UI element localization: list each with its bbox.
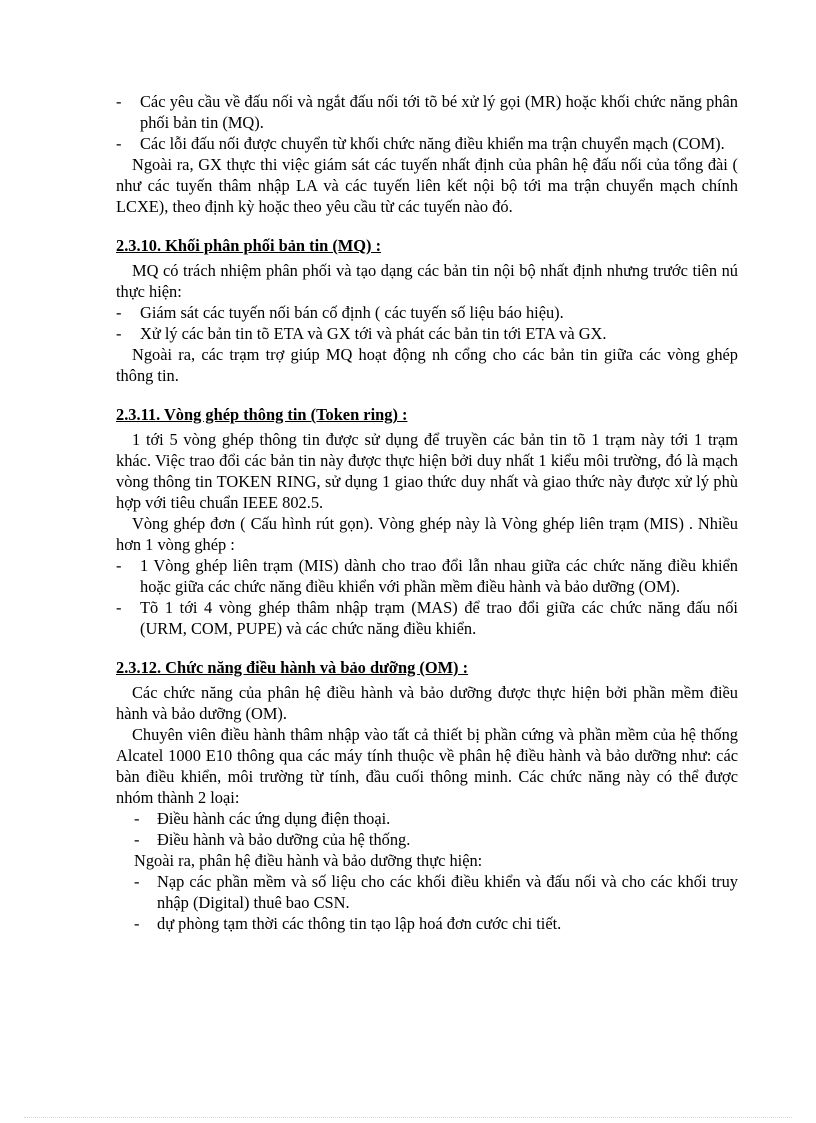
bullet-dash: -: [116, 598, 122, 617]
bullet-dash: -: [134, 809, 140, 828]
paragraph: 1 tới 5 vòng ghép thông tin được sử dụng để truyền các bản tin tõ 1 trạm này tới 1 trạm khác. Việc trao đổi các bản tin này được thực hiện bởi duy nhất 1 kiểu môi trường, đó là mạch vòng thông tin TOKEN RING, sử dụng 1 giao thức duy nhất và giao thức này được xử lý phù hợp với tiêu chuẩn IEEE 802.5.: [116, 430, 738, 512]
list-item-text: Các lỗi đấu nối được chuyển từ khối chức năng điều khiển ma trận chuyển mạch (COM).: [140, 134, 725, 153]
bullet-dash: -: [134, 914, 140, 933]
list-item-text: dự phòng tạm thời các thông tin tạo lập hoá đơn cước chi tiết.: [157, 914, 562, 933]
paragraph: Ngoài ra, phân hệ điều hành và bảo dưỡng thực hiện:: [134, 851, 483, 870]
list-item: [116, 829, 738, 850]
page-bottom-divider: [24, 1117, 792, 1118]
bullet-dash: -: [116, 324, 122, 343]
list-item: [116, 597, 738, 639]
page-content: [116, 91, 738, 934]
list-item-text: Điều hành và bảo dưỡng của hệ thống.: [157, 830, 411, 849]
paragraph: MQ có trách nhiệm phân phối và tạo dạng các bản tin nội bộ nhất định nhưng trước tiên nú thực hiện:: [116, 261, 738, 301]
list-item: [116, 302, 738, 323]
list-item: [116, 808, 738, 829]
list-item: [116, 91, 738, 133]
list-item: [116, 555, 738, 597]
list-item-text: Các yêu cầu về đấu nối và ngắt đấu nối tới tõ bé xử lý gọi (MR) hoặc khối chức năng phân phối bản tin (MQ).: [140, 92, 738, 132]
list-item: [116, 913, 738, 934]
bullet-dash: -: [116, 556, 122, 575]
section-heading: 2.3.11. Vòng ghép thông tin (Token ring) :: [116, 405, 408, 424]
bullet-dash: -: [116, 92, 122, 111]
bullet-dash: -: [116, 303, 122, 322]
paragraph: Các chức năng của phân hệ điều hành và bảo dưỡng được thực hiện bởi phần mềm điều hành và bảo dưỡng (OM).: [116, 683, 738, 723]
list-item-text: 1 Vòng ghép liên trạm (MIS) dành cho trao đổi lẫn nhau giữa các chức năng điều khiển hoặc giữa các chức năng điều khiển với phần mềm điều hành và bảo dưỡng (OM).: [140, 556, 738, 596]
paragraph: Ngoài ra, GX thực thi việc giám sát các tuyến nhất định của phân hệ đấu nối của tổng đài ( như các tuyến thâm nhập LA và các tuyến liên kết nội bộ tới ma trận chuyển mạch chính LCXE), theo định kỳ hoặc theo yêu cầu từ các tuyến nào đó.: [116, 155, 738, 216]
list-item-text: Giám sát các tuyến nối bán cố định ( các tuyến số liệu báo hiệu).: [140, 303, 564, 322]
paragraph: Vòng ghép đơn ( Cấu hình rút gọn). Vòng ghép này là Vòng ghép liên trạm (MIS) . Nhiều hơn 1 vòng ghép :: [116, 514, 738, 554]
section-heading: 2.3.12. Chức năng điều hành và bảo dưỡng (OM) :: [116, 658, 469, 677]
paragraph: Ngoài ra, các trạm trợ giúp MQ hoạt động nh cổng cho các bản tin giữa các vòng ghép thông tin.: [116, 345, 738, 385]
list-item-text: Điều hành các ứng dụng điện thoại.: [157, 809, 391, 828]
bullet-dash: -: [134, 830, 140, 849]
list-item-text: Nạp các phần mềm và số liệu cho các khối điều khiển và đấu nối và cho các khối truy nhập (Digital) thuê bao CSN.: [157, 872, 738, 912]
section-heading: 2.3.10. Khối phân phối bản tin (MQ) :: [116, 236, 382, 255]
list-item: [116, 323, 738, 344]
paragraph: Chuyên viên điều hành thâm nhập vào tất cả thiết bị phần cứng và phần mềm của hệ thống Alcatel 1000 E10 thông qua các máy tính thuộc về phân hệ điều hành và bảo dưỡng như: các bàn điều khiển, môi trường từ tính, đầu cuối thông minh. Các chức năng này có thể được nhóm thành 2 loại:: [116, 725, 738, 807]
list-item: [116, 133, 738, 154]
list-item-text: Xử lý các bản tin tõ ETA và GX tới và phát các bản tin tới ETA và GX.: [140, 324, 607, 343]
list-item: [116, 871, 738, 913]
list-item-text: Tõ 1 tới 4 vòng ghép thâm nhập trạm (MAS) để trao đổi giữa các chức năng đấu nối (URM, COM, PUPE) và các chức năng điều khiển.: [140, 598, 738, 638]
bullet-dash: -: [116, 134, 122, 153]
bullet-dash: -: [134, 872, 140, 891]
